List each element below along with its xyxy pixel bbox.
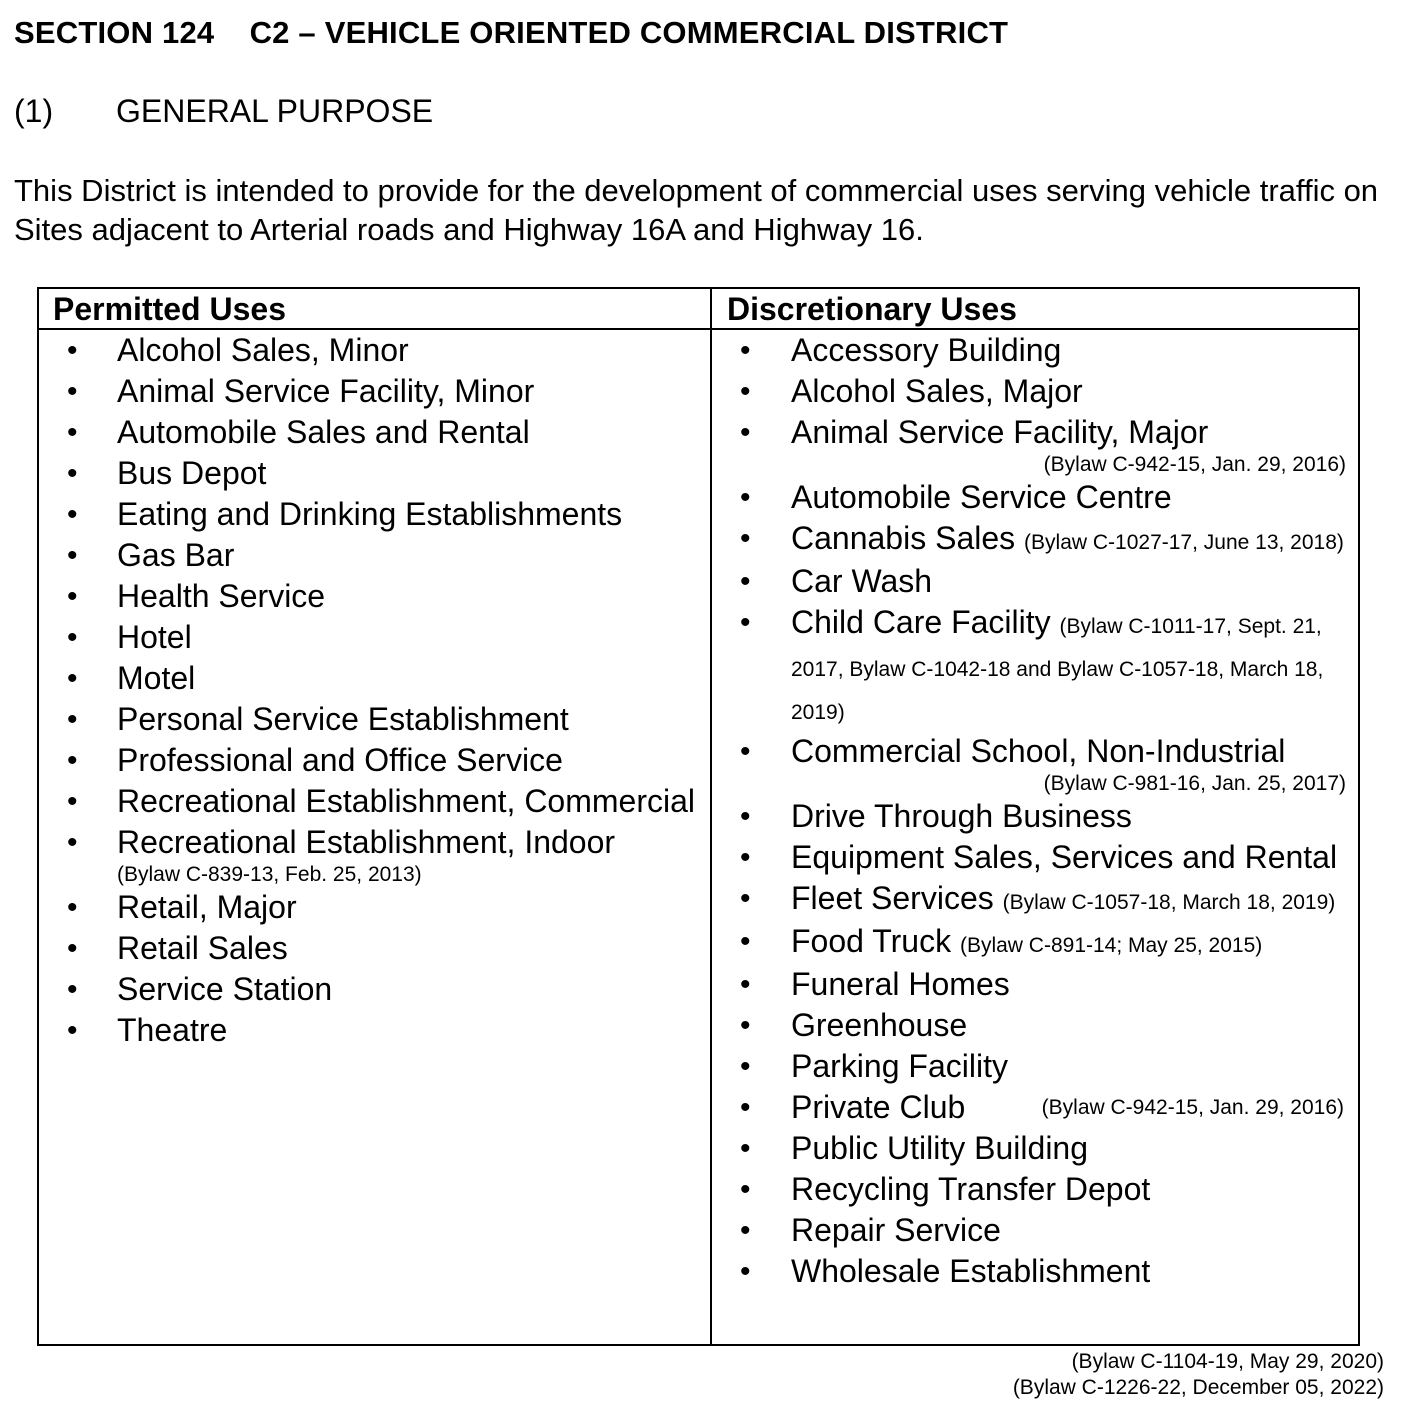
permitted-use-label: Health Service bbox=[117, 578, 326, 614]
discretionary-use-label: Fleet Services bbox=[791, 880, 994, 916]
list-item bbox=[39, 413, 707, 454]
list-item bbox=[712, 413, 1358, 478]
list-item bbox=[39, 823, 707, 888]
bylaw-note: (Bylaw C-981-16, Jan. 25, 2017) bbox=[1043, 772, 1346, 795]
list-item bbox=[712, 965, 1358, 1006]
permitted-use-label: Animal Service Facility, Minor bbox=[117, 373, 535, 409]
purpose-paragraph: This District is intended to provide for the development of commercial uses serving vehicle traffic on Sites adjacent to Arterial roads and Highway 16A and Highway 16. bbox=[14, 173, 1379, 247]
header-divider bbox=[39, 328, 1358, 330]
list-item bbox=[39, 495, 707, 536]
bullet-icon: • bbox=[740, 1009, 751, 1042]
bullet-icon: • bbox=[67, 703, 78, 736]
bullet-icon: • bbox=[740, 481, 751, 514]
list-item bbox=[39, 970, 707, 1011]
list-item bbox=[39, 741, 707, 782]
discretionary-uses-list bbox=[712, 331, 1358, 1293]
discretionary-use-label: Public Utility Building bbox=[791, 1130, 1089, 1166]
list-item bbox=[712, 922, 1358, 965]
bullet-icon: • bbox=[67, 416, 78, 449]
discretionary-use-label: Commercial School, Non-Industrial bbox=[791, 733, 1286, 769]
bullet-icon: • bbox=[740, 1214, 751, 1247]
discretionary-uses-header: Discretionary Uses bbox=[727, 291, 1017, 327]
bullet-icon: • bbox=[740, 1132, 751, 1165]
permitted-use-label: Service Station bbox=[117, 971, 333, 1007]
bullet-icon: • bbox=[67, 932, 78, 965]
bullet-icon: • bbox=[740, 1050, 751, 1083]
permitted-use-label: Bus Depot bbox=[117, 455, 267, 491]
list-item bbox=[39, 372, 707, 413]
permitted-use-label: Automobile Sales and Rental bbox=[117, 414, 530, 450]
bylaw-note: (Bylaw C-839-13, Feb. 25, 2013) bbox=[117, 863, 422, 886]
list-item bbox=[712, 1006, 1358, 1047]
list-item bbox=[39, 536, 707, 577]
bylaw-note: (Bylaw C-1104-19, May 29, 2020) bbox=[1071, 1350, 1384, 1373]
bullet-icon: • bbox=[740, 800, 751, 833]
bullet-icon: • bbox=[740, 968, 751, 1001]
bullet-icon: • bbox=[740, 416, 751, 449]
list-item bbox=[712, 838, 1358, 879]
list-item bbox=[712, 797, 1358, 838]
bullet-icon: • bbox=[67, 498, 78, 531]
discretionary-use-label: Child Care Facility bbox=[791, 604, 1051, 640]
bullet-icon: • bbox=[740, 375, 751, 408]
discretionary-use-label: Food Truck bbox=[791, 923, 952, 959]
bullet-icon: • bbox=[740, 1255, 751, 1288]
list-item bbox=[39, 929, 707, 970]
section-number: SECTION 124 bbox=[14, 15, 215, 50]
discretionary-use-label: Parking Facility bbox=[791, 1048, 1008, 1084]
bylaw-note: (Bylaw C-1057-18, March 18, 2019) bbox=[1002, 891, 1336, 914]
subsection-title: GENERAL PURPOSE bbox=[116, 93, 434, 129]
list-item bbox=[39, 454, 707, 495]
permitted-use-label: Eating and Drinking Establishments bbox=[117, 496, 623, 532]
discretionary-use-label: Wholesale Establishment bbox=[791, 1253, 1151, 1289]
permitted-footnote: (Bylaw C-942-15, Jan. 29, 2016) bbox=[1041, 1096, 1344, 1119]
permitted-use-label: Theatre bbox=[117, 1012, 228, 1048]
list-item bbox=[712, 732, 1358, 797]
bullet-icon: • bbox=[67, 785, 78, 818]
permitted-use-label: Hotel bbox=[117, 619, 192, 655]
bullet-icon: • bbox=[67, 334, 78, 367]
bylaw-note: (Bylaw C-1027-17, June 13, 2018) bbox=[1024, 531, 1344, 554]
bullet-icon: • bbox=[67, 457, 78, 490]
bullet-icon: • bbox=[740, 1173, 751, 1206]
list-item bbox=[712, 519, 1358, 562]
permitted-use-label: Alcohol Sales, Minor bbox=[117, 332, 409, 368]
list-item bbox=[39, 331, 707, 372]
permitted-use-label: Recreational Establishment, Indoor bbox=[117, 824, 616, 860]
bullet-icon: • bbox=[740, 735, 751, 768]
bullet-icon: • bbox=[67, 1014, 78, 1047]
discretionary-use-label: Greenhouse bbox=[791, 1007, 968, 1043]
bullet-icon: • bbox=[740, 565, 751, 598]
bylaw-note: (Bylaw C-1011-17, Sept. 21, 2017, Bylaw C-1042-18 and Bylaw C-1057-18, March 18, 2019) bbox=[791, 615, 1324, 724]
list-item bbox=[39, 618, 707, 659]
bullet-icon: • bbox=[67, 744, 78, 777]
discretionary-use-label: Drive Through Business bbox=[791, 798, 1132, 834]
list-item bbox=[712, 562, 1358, 603]
uses-table bbox=[37, 287, 1360, 1346]
discretionary-use-label: Cannabis Sales bbox=[791, 520, 1016, 556]
bullet-icon: • bbox=[740, 334, 751, 367]
list-item bbox=[712, 1211, 1358, 1252]
discretionary-use-label: Equipment Sales, Services and Rental bbox=[791, 839, 1338, 875]
list-item bbox=[39, 782, 707, 823]
list-item bbox=[39, 1011, 707, 1052]
bullet-icon: • bbox=[740, 1091, 751, 1124]
list-item bbox=[712, 1170, 1358, 1211]
list-item bbox=[712, 1047, 1358, 1088]
discretionary-use-label: Accessory Building bbox=[791, 332, 1062, 368]
bullet-icon: • bbox=[67, 580, 78, 613]
bylaw-note: (Bylaw C-1226-22, December 05, 2022) bbox=[1012, 1376, 1384, 1399]
bullet-icon: • bbox=[67, 375, 78, 408]
bullet-icon: • bbox=[67, 539, 78, 572]
bullet-icon: • bbox=[67, 826, 78, 859]
discretionary-use-label: Funeral Homes bbox=[791, 966, 1010, 1002]
list-item bbox=[712, 331, 1358, 372]
list-item bbox=[712, 372, 1358, 413]
permitted-use-label: Retail, Major bbox=[117, 889, 297, 925]
list-item bbox=[712, 1129, 1358, 1170]
bullet-icon: • bbox=[67, 621, 78, 654]
list-item bbox=[39, 659, 707, 700]
list-item bbox=[712, 1088, 1358, 1129]
bullet-icon: • bbox=[740, 925, 751, 958]
permitted-uses-list bbox=[39, 331, 707, 1052]
list-item bbox=[39, 577, 707, 618]
list-item bbox=[39, 700, 707, 741]
discretionary-use-label: Recycling Transfer Depot bbox=[791, 1171, 1151, 1207]
section-heading bbox=[14, 15, 1008, 51]
subsection-number: (1) bbox=[14, 93, 54, 129]
list-item bbox=[39, 888, 707, 929]
discretionary-use-label: Private Club bbox=[791, 1089, 966, 1125]
bylaw-note: (Bylaw C-942-15, Jan. 29, 2016) bbox=[1043, 453, 1346, 476]
permitted-use-label: Recreational Establishment, Commercial bbox=[117, 783, 695, 819]
bullet-icon: • bbox=[67, 891, 78, 924]
list-item bbox=[712, 879, 1358, 922]
section-title: C2 – VEHICLE ORIENTED COMMERCIAL DISTRICT bbox=[249, 15, 1009, 50]
bullet-icon: • bbox=[67, 662, 78, 695]
permitted-use-label: Personal Service Establishment bbox=[117, 701, 569, 737]
list-item bbox=[712, 478, 1358, 519]
permitted-uses-header: Permitted Uses bbox=[53, 291, 286, 327]
discretionary-use-label: Car Wash bbox=[791, 563, 933, 599]
permitted-use-label: Professional and Office Service bbox=[117, 742, 563, 778]
discretionary-use-label: Automobile Service Centre bbox=[791, 479, 1172, 515]
bullet-icon: • bbox=[740, 606, 751, 639]
discretionary-use-label: Alcohol Sales, Major bbox=[791, 373, 1083, 409]
discretionary-use-label: Repair Service bbox=[791, 1212, 1001, 1248]
permitted-use-label: Gas Bar bbox=[117, 537, 235, 573]
bylaw-note: (Bylaw C-891-14; May 25, 2015) bbox=[959, 934, 1263, 957]
discretionary-use-label: Animal Service Facility, Major bbox=[791, 414, 1209, 450]
bullet-icon: • bbox=[740, 882, 751, 915]
bullet-icon: • bbox=[740, 522, 751, 555]
bullet-icon: • bbox=[67, 973, 78, 1006]
list-item bbox=[712, 1252, 1358, 1293]
permitted-use-label: Retail Sales bbox=[117, 930, 288, 966]
list-item bbox=[712, 603, 1358, 732]
bullet-icon: • bbox=[740, 841, 751, 874]
permitted-use-label: Motel bbox=[117, 660, 196, 696]
subsection-heading bbox=[14, 93, 433, 130]
